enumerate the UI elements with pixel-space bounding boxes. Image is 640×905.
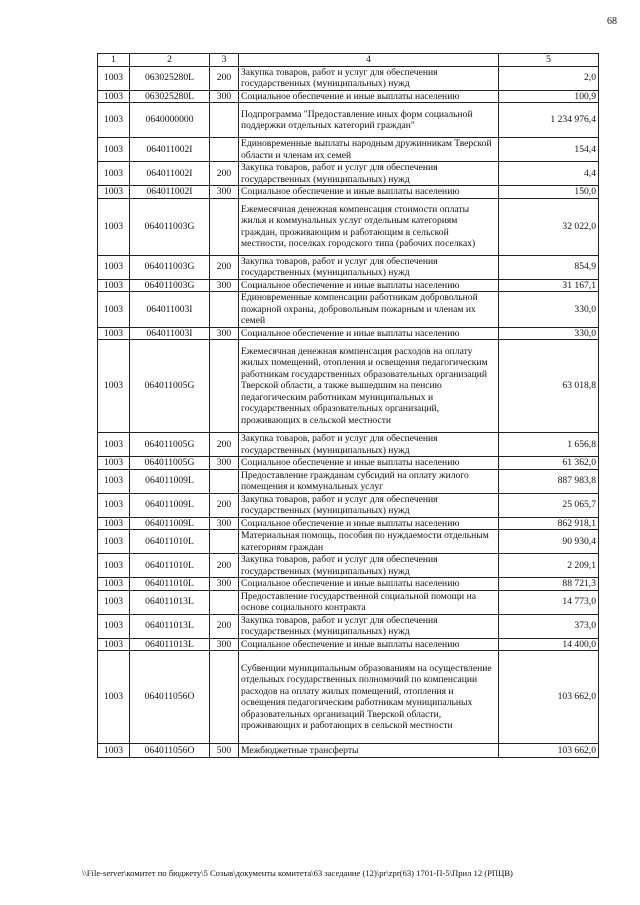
table-row (98, 517, 599, 530)
row-type: 300 (210, 457, 239, 470)
row-code: 0640000000 (130, 103, 210, 138)
table-row (98, 327, 599, 340)
row-code: 064011010L (130, 554, 210, 578)
row-section: 1003 (98, 186, 130, 199)
row-code: 064011010L (130, 578, 210, 591)
row-code: 064011003I (130, 327, 210, 340)
row-name: Социальное обеспечение и иные выплаты населению (239, 186, 499, 199)
row-code: 064011003G (130, 198, 210, 255)
row-section: 1003 (98, 255, 130, 279)
row-name: Подпрограмма "Предоставление иных форм социальной поддержки отдельных категорий граждан" (239, 103, 499, 138)
row-type (210, 103, 239, 138)
row-amount: 854,9 (499, 255, 599, 279)
row-amount: 150,0 (499, 186, 599, 199)
row-code: 063025280L (130, 66, 210, 90)
row-section: 1003 (98, 578, 130, 591)
row-type (210, 138, 239, 162)
row-amount: 1 656,8 (499, 433, 599, 457)
row-code: 064011013L (130, 614, 210, 638)
header-col-5: 5 (499, 54, 599, 67)
row-type: 200 (210, 255, 239, 279)
table-row (98, 578, 599, 591)
row-amount: 32 022,0 (499, 198, 599, 255)
row-name: Ежемесячная денежная компенсация расходов на оплату жилых помещений, отопления и освещения педагогическим работникам государственных образовательных организаций Тверской области, а также вышедшим на пенсию педагогическим работникам муниципальных и государственных образовательных организаций, проживающих в сельской местности (239, 340, 499, 433)
row-section: 1003 (98, 457, 130, 470)
row-section: 1003 (98, 554, 130, 578)
row-name: Межбюджетные трансферты (239, 744, 499, 758)
row-code: 064011010L (130, 530, 210, 554)
row-section: 1003 (98, 469, 130, 493)
row-section: 1003 (98, 433, 130, 457)
row-code: 064011013L (130, 638, 210, 651)
row-type: 300 (210, 517, 239, 530)
row-amount: 103 662,0 (499, 651, 599, 744)
row-amount: 63 018,8 (499, 340, 599, 433)
row-type: 200 (210, 493, 239, 517)
row-section: 1003 (98, 162, 130, 186)
row-type: 200 (210, 162, 239, 186)
row-section: 1003 (98, 614, 130, 638)
row-code: 064011003I (130, 292, 210, 328)
row-type: 200 (210, 614, 239, 638)
row-amount: 2 209,1 (499, 554, 599, 578)
table-row (98, 198, 599, 255)
table-row (98, 433, 599, 457)
table-row (98, 292, 599, 328)
row-amount: 14 400,0 (499, 638, 599, 651)
row-code: 064011005G (130, 433, 210, 457)
row-name: Социальное обеспечение и иные выплаты населению (239, 279, 499, 292)
row-type: 200 (210, 66, 239, 90)
table-row (98, 614, 599, 638)
row-name: Закупка товаров, работ и услуг для обеспечения государственных (муниципальных) нужд (239, 66, 499, 90)
row-name: Закупка товаров, работ и услуг для обеспечения государственных (муниципальных) нужд (239, 162, 499, 186)
table-row (98, 530, 599, 554)
row-name: Социальное обеспечение и иные выплаты населению (239, 578, 499, 591)
row-code: 064011003G (130, 255, 210, 279)
table-row (98, 162, 599, 186)
row-section: 1003 (98, 651, 130, 744)
row-section: 1003 (98, 340, 130, 433)
row-amount: 90 930,4 (499, 530, 599, 554)
row-section: 1003 (98, 279, 130, 292)
row-code: 064011003G (130, 279, 210, 292)
header-col-2: 2 (130, 54, 210, 67)
row-section: 1003 (98, 744, 130, 758)
row-name: Социальное обеспечение и иные выплаты населению (239, 327, 499, 340)
row-code: 064011002I (130, 162, 210, 186)
row-type (210, 469, 239, 493)
row-type: 300 (210, 578, 239, 591)
table-row (98, 651, 599, 744)
row-type: 300 (210, 638, 239, 651)
table-row (98, 469, 599, 493)
row-code: 064011002I (130, 186, 210, 199)
row-amount: 1 234 976,4 (499, 103, 599, 138)
row-amount: 31 167,1 (499, 279, 599, 292)
row-type: 300 (210, 327, 239, 340)
row-name: Единовременные выплаты народным дружинникам Тверской области и членам их семей (239, 138, 499, 162)
row-amount: 14 773,0 (499, 590, 599, 614)
row-type (210, 530, 239, 554)
row-type (210, 292, 239, 328)
row-type: 200 (210, 433, 239, 457)
row-name: Социальное обеспечение и иные выплаты населению (239, 638, 499, 651)
table-header-row (98, 54, 599, 67)
page-number: 68 (607, 16, 617, 27)
row-section: 1003 (98, 198, 130, 255)
row-type: 500 (210, 744, 239, 758)
table-row (98, 493, 599, 517)
row-name: Предоставление государственной социальной помощи на основе социального контракта (239, 590, 499, 614)
row-amount: 154,4 (499, 138, 599, 162)
row-code: 064011009L (130, 517, 210, 530)
table-row (98, 457, 599, 470)
row-section: 1003 (98, 493, 130, 517)
row-section: 1003 (98, 530, 130, 554)
row-amount: 862 918,1 (499, 517, 599, 530)
budget-table (97, 53, 599, 758)
row-name: Социальное обеспечение и иные выплаты населению (239, 90, 499, 103)
row-section: 1003 (98, 590, 130, 614)
header-col-1: 1 (98, 54, 130, 67)
row-code: 064011056O (130, 651, 210, 744)
row-amount: 373,0 (499, 614, 599, 638)
table-row (98, 744, 599, 758)
header-col-4: 4 (239, 54, 499, 67)
row-code: 064011002I (130, 138, 210, 162)
row-amount: 330,0 (499, 327, 599, 340)
row-name: Закупка товаров, работ и услуг для обеспечения государственных (муниципальных) нужд (239, 255, 499, 279)
table-row (98, 279, 599, 292)
row-section: 1003 (98, 138, 130, 162)
row-name: Закупка товаров, работ и услуг для обеспечения государственных (муниципальных) нужд (239, 554, 499, 578)
row-code: 064011005G (130, 457, 210, 470)
row-type: 300 (210, 279, 239, 292)
row-section: 1003 (98, 103, 130, 138)
row-code: 064011005G (130, 340, 210, 433)
row-code: 064011056O (130, 744, 210, 758)
table-row (98, 340, 599, 433)
row-section: 1003 (98, 66, 130, 90)
table-row (98, 186, 599, 199)
table-row (98, 638, 599, 651)
row-name: Закупка товаров, работ и услуг для обеспечения государственных (муниципальных) нужд (239, 493, 499, 517)
row-name: Единовременные компенсации работникам добровольной пожарной охраны, добровольным пожарным и членам их семей (239, 292, 499, 328)
row-name: Предоставление гражданам субсидий на оплату жилого помещения и коммунальных услуг (239, 469, 499, 493)
table-row (98, 554, 599, 578)
row-type (210, 340, 239, 433)
row-code: 064011013L (130, 590, 210, 614)
row-name: Субвенции муниципальным образованиям на осуществление отдельных государственных полномочий по компенсации расходов на оплату жилых помещений, отопления и освещения педагогическим работникам муниципальных образовательных организаций Тверской области, проживающих и работающих в сельской местности (239, 651, 499, 744)
row-amount: 4,4 (499, 162, 599, 186)
file-path-footer: \\File-server\комитет по бюджету\5 Созыв\документы комитета\63 заседание (12)\pr\zpr(63) 1701-П-5\Прил 12 (РПЦВ) (82, 868, 513, 878)
table-row (98, 103, 599, 138)
row-section: 1003 (98, 327, 130, 340)
table-row (98, 590, 599, 614)
table-row (98, 66, 599, 90)
row-name: Социальное обеспечение и иные выплаты населению (239, 517, 499, 530)
header-col-3: 3 (210, 54, 239, 67)
row-code: 064011009L (130, 493, 210, 517)
table-row (98, 255, 599, 279)
row-amount: 100,9 (499, 90, 599, 103)
row-amount: 103 662,0 (499, 744, 599, 758)
row-type (210, 590, 239, 614)
row-code: 064011009L (130, 469, 210, 493)
row-amount: 2,0 (499, 66, 599, 90)
row-section: 1003 (98, 638, 130, 651)
row-code: 063025280L (130, 90, 210, 103)
row-amount: 25 065,7 (499, 493, 599, 517)
row-type: 300 (210, 90, 239, 103)
row-type (210, 651, 239, 744)
row-type: 300 (210, 186, 239, 199)
row-amount: 88 721,3 (499, 578, 599, 591)
row-amount: 887 983,8 (499, 469, 599, 493)
row-name: Закупка товаров, работ и услуг для обеспечения государственных (муниципальных) нужд (239, 433, 499, 457)
table-row (98, 138, 599, 162)
row-name: Ежемесячная денежная компенсация стоимости оплаты жилья и коммунальных услуг отдельным категориям граждан, проживающим и работающим в сельской местности, поселках городского типа (рабочих поселках) (239, 198, 499, 255)
row-section: 1003 (98, 292, 130, 328)
row-amount: 330,0 (499, 292, 599, 328)
row-section: 1003 (98, 517, 130, 530)
budget-table-body (98, 54, 599, 758)
row-name: Закупка товаров, работ и услуг для обеспечения государственных (муниципальных) нужд (239, 614, 499, 638)
row-type: 200 (210, 554, 239, 578)
row-amount: 61 362,0 (499, 457, 599, 470)
table-row (98, 90, 599, 103)
row-type (210, 198, 239, 255)
row-name: Социальное обеспечение и иные выплаты населению (239, 457, 499, 470)
row-name: Материальная помощь, пособия по нуждаемости отдельным категориям граждан (239, 530, 499, 554)
row-section: 1003 (98, 90, 130, 103)
